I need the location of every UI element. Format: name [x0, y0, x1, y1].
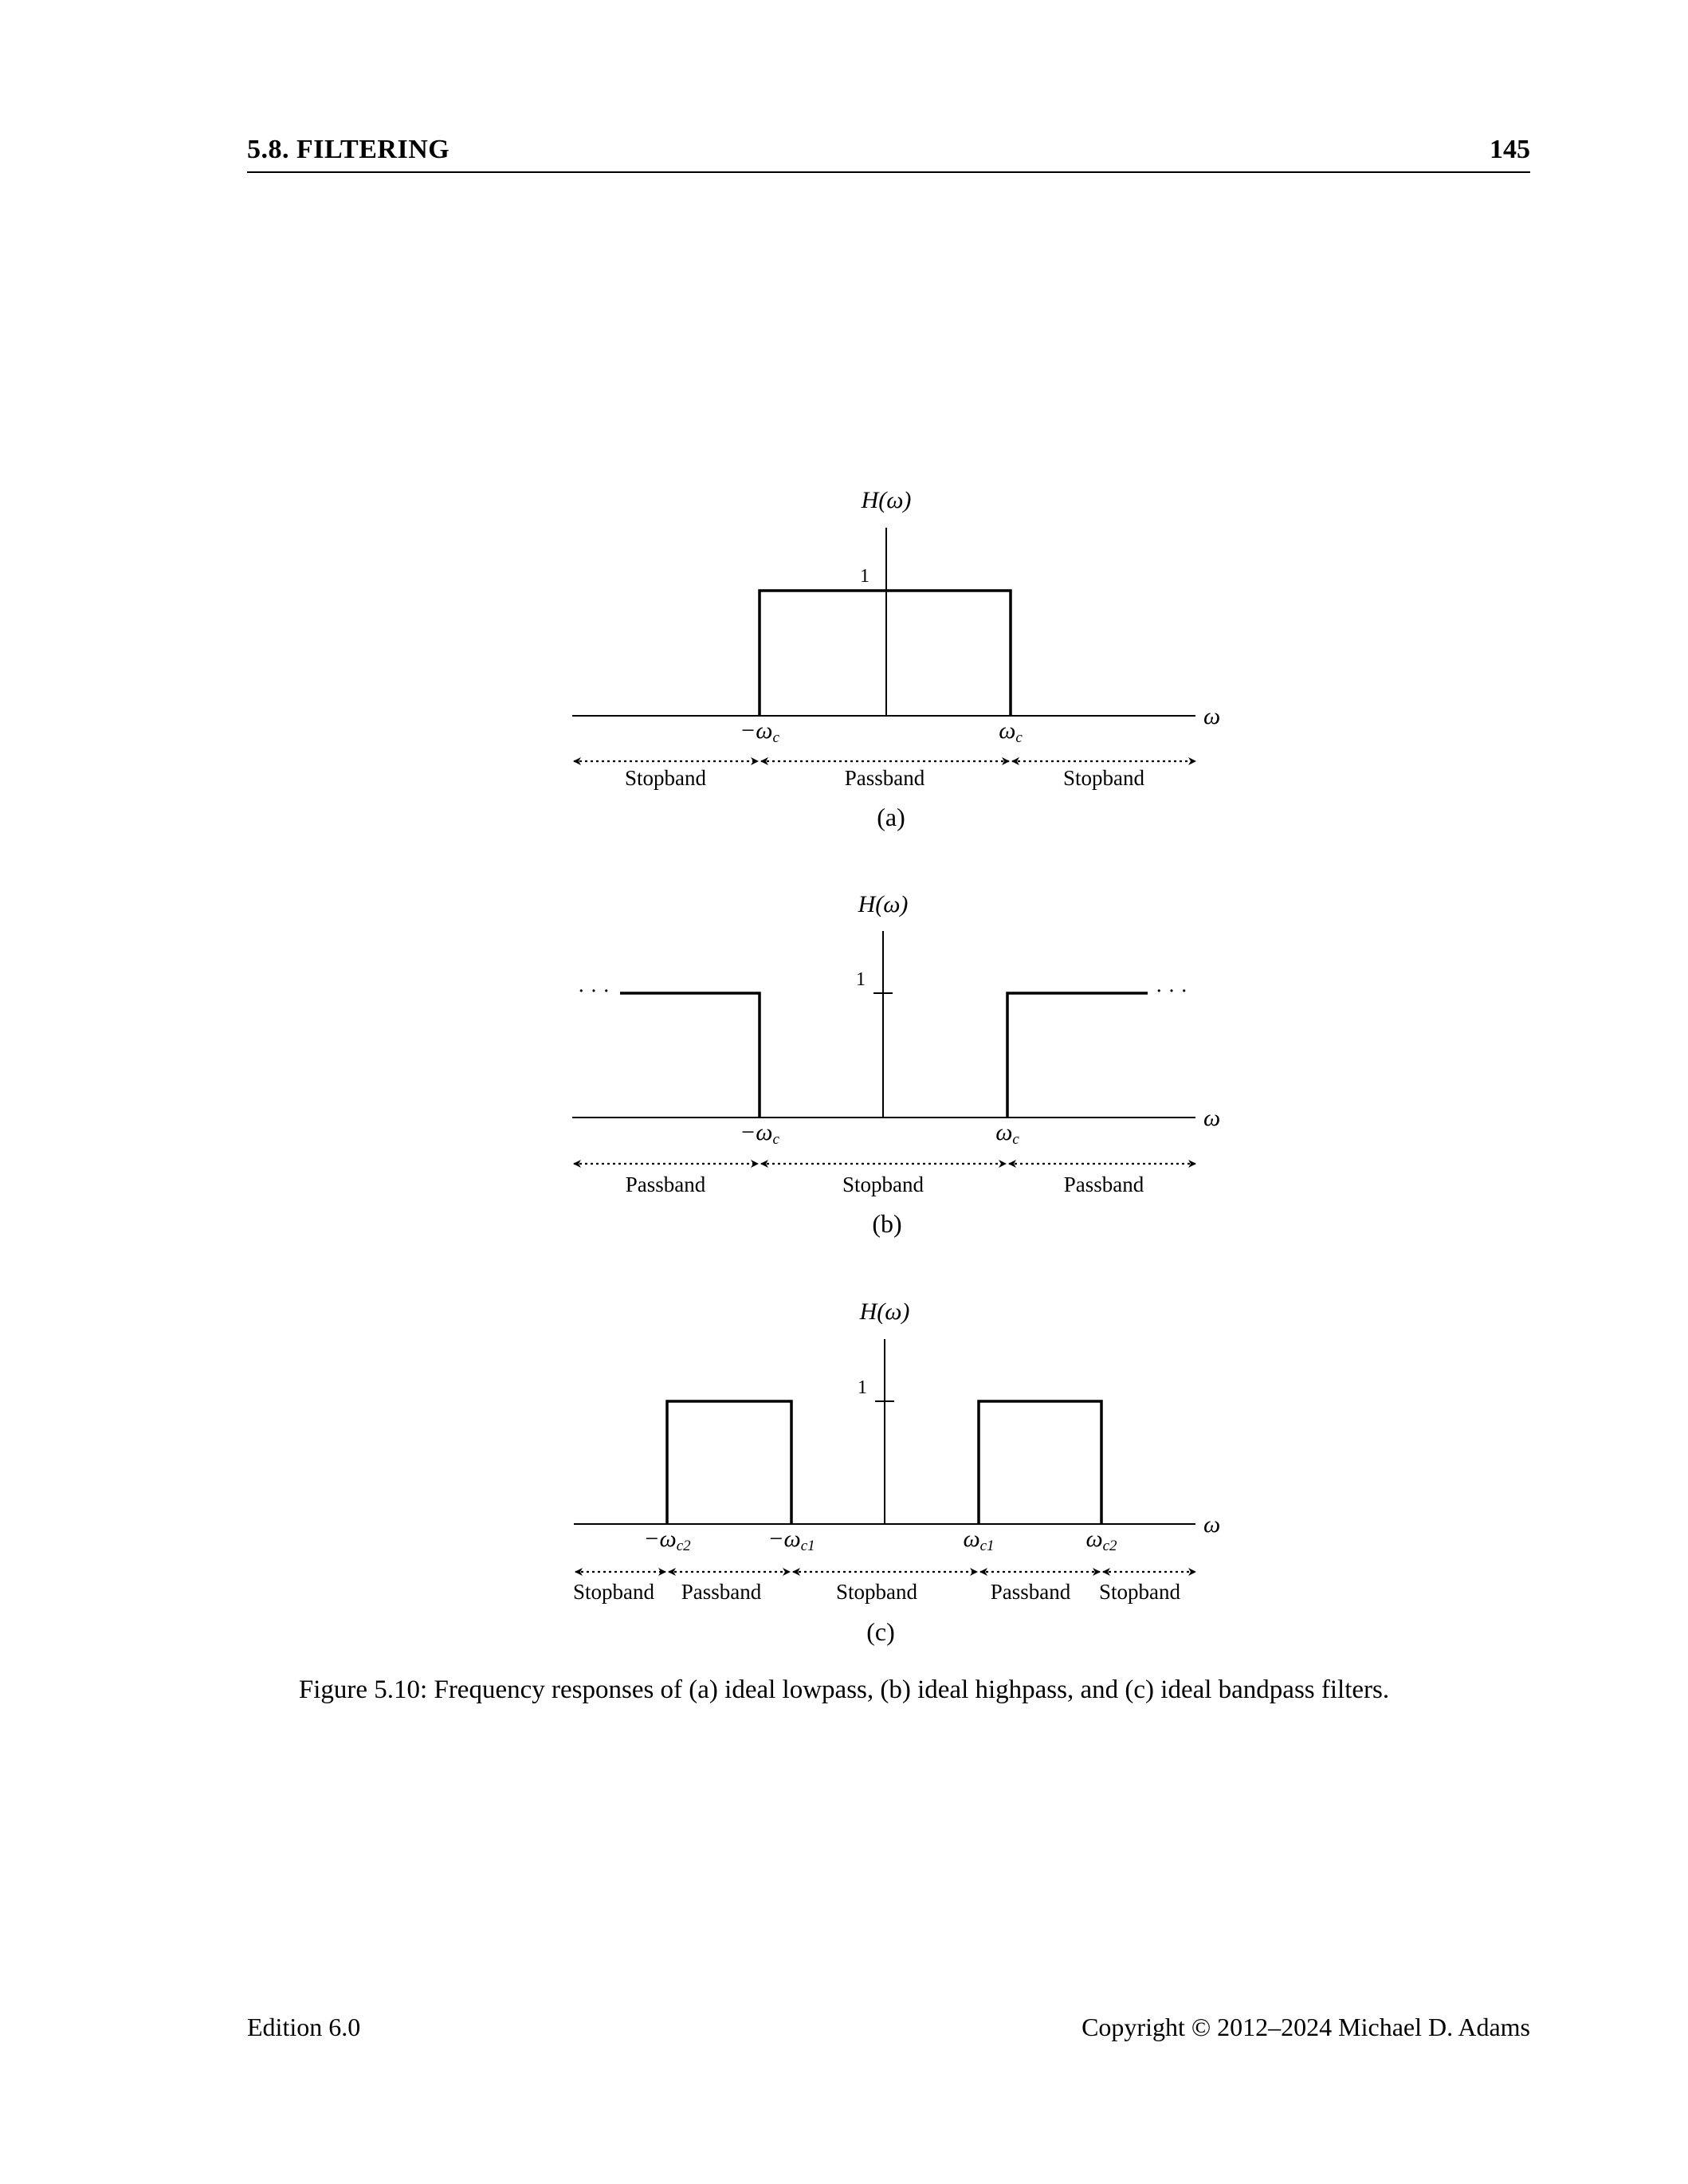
panel-c-band-label-2: Passband — [681, 1580, 762, 1604]
panel-c-bandpass — [573, 1298, 1220, 1646]
panel-b-label: (b) — [872, 1209, 902, 1238]
footer-copyright: Copyright © 2012–2024 Michael D. Adams — [1081, 2013, 1530, 2041]
panel-b-band-label-3: Passband — [1063, 1173, 1144, 1196]
panel-b-ellipsis-left: · · · — [577, 979, 610, 1003]
panel-b-cutoff-neg: −ωc — [740, 1119, 779, 1148]
panel-c-xlabel: ω — [1203, 1511, 1221, 1538]
panel-c-band-label-5: Stopband — [1098, 1580, 1181, 1604]
panel-a-cutoff-pos: ωc — [999, 717, 1023, 746]
panel-c-cutoff-neg-c2: −ωc2 — [643, 1526, 691, 1554]
panel-b-band-label-1: Passband — [625, 1173, 706, 1196]
panel-c-response-left — [667, 1401, 791, 1524]
panel-c-band-label-3: Stopband — [835, 1580, 918, 1604]
panel-a-band-label-3: Stopband — [1062, 766, 1145, 790]
panel-a-response-curve — [760, 591, 1011, 716]
panel-b-ylabel: H(ω) — [858, 891, 909, 917]
panel-c-band-label-1: Stopband — [572, 1580, 655, 1604]
panel-a-unit-label: 1 — [860, 566, 870, 587]
panel-c-cutoff-pos-c2: ωc2 — [1085, 1526, 1117, 1554]
page-number: 145 — [1490, 135, 1530, 164]
panel-c-ylabel: H(ω) — [859, 1298, 910, 1325]
panel-c-cutoff-neg-c1: −ωc1 — [767, 1526, 815, 1554]
panel-b-unit-label: 1 — [856, 969, 866, 990]
panel-b-ellipsis-right: · · · — [1155, 979, 1188, 1003]
section-title: 5.8. FILTERING — [247, 135, 450, 164]
panel-b-cutoff-pos: ωc — [995, 1119, 1019, 1148]
panel-a-ylabel: H(ω) — [861, 487, 912, 513]
panel-b-xlabel: ω — [1203, 1105, 1221, 1131]
panel-a-label: (a) — [877, 803, 905, 831]
panel-a-band-label-1: Stopband — [624, 766, 707, 790]
panel-b-band-label-2: Stopband — [842, 1173, 924, 1196]
panel-a-xlabel: ω — [1203, 703, 1221, 729]
panel-b-response-left — [620, 993, 760, 1118]
panel-c-response-right — [979, 1401, 1101, 1524]
footer-edition: Edition 6.0 — [247, 2013, 361, 2041]
panel-a-band-label-2: Passband — [844, 766, 925, 790]
panel-c-label: (c) — [866, 1617, 895, 1646]
panel-c-unit-label: 1 — [858, 1377, 867, 1398]
figure-caption: Figure 5.10: Frequency responses of (a) ideal lowpass, (b) ideal highpass, and (c) ideal bandpass filters. — [298, 1675, 1390, 1704]
panel-b-response-right — [1007, 993, 1148, 1118]
panel-b-highpass — [572, 891, 1220, 1238]
panel-a-lowpass — [572, 487, 1220, 831]
panel-a-cutoff-neg: −ωc — [740, 717, 779, 746]
panel-c-cutoff-pos-c1: ωc1 — [963, 1526, 995, 1554]
panel-c-band-label-4: Passband — [990, 1580, 1071, 1604]
